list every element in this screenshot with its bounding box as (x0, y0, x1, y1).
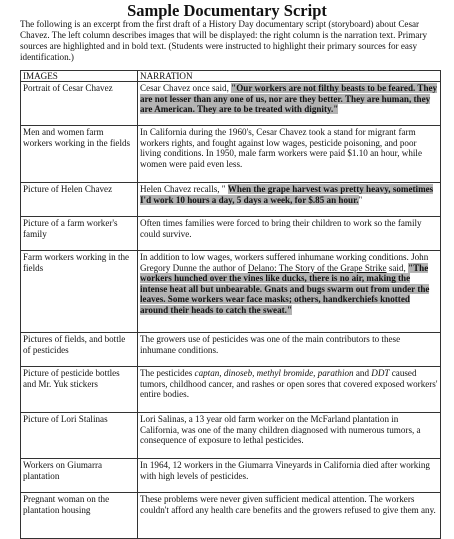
image-cell: Pregnant woman on the plantation housing (21, 493, 138, 539)
image-cell: Picture of a farm worker's family (21, 217, 138, 251)
primary-source-quote: "The workers hunched over the vines like ducks, there is no air, making the intense heat all but unbearable. Gnats and bugs swarm out from under the leaves. Some workers wear face masks; others, handkerchiefs knotted around their heads to catch the sweat." (140, 262, 430, 315)
narration-column-header: NARRATION (138, 71, 441, 82)
narration-text: Helen Chavez recalls, " (140, 184, 228, 194)
narration-text: Cesar Chavez once said, (140, 83, 232, 93)
image-cell: Portrait of Cesar Chavez (21, 82, 138, 126)
narration-text: " (358, 194, 363, 205)
book-title: Delano: The Story of the Grape Strike (247, 262, 387, 273)
narration-cell (138, 251, 441, 333)
narration-text: caused tumors, childhood cancer, and rashes or open sores that covered exposed workers' entire bodies. (140, 368, 438, 400)
narration-cell: The growers use of pesticides was one of the main contributors to these inhumane conditions. (138, 333, 441, 367)
narration-cell: These problems were never given sufficient medical attention. The workers couldn't afford any health care benefits and the growers refused to give them any. (138, 493, 441, 539)
narration-text: In addition to low wages, workers suffered inhumane working conditions. John Gregory Dunne the author of (140, 252, 429, 273)
narration-text: and (353, 368, 372, 378)
table-row (21, 459, 441, 493)
table-row (21, 126, 441, 183)
image-cell: Picture of Helen Chavez (21, 183, 138, 217)
table-row (21, 333, 441, 367)
image-cell: Picture of pesticide bottles and Mr. Yuk stickers (21, 367, 138, 413)
narration-cell (138, 367, 441, 413)
intro-paragraph: The following is an excerpt from the first draft of a History Day documentary script (storyboard) about Cesar Chavez. The left column describes images that will be displayed: the right column is the narration text. Primary sources are highlighted and in bold text. (Students were instructed to highlight their primary sources for easy identification.) (20, 19, 428, 63)
narration-cell: In 1964, 12 workers in the Giumarra Vineyards in California died after working with high levels of pesticides. (138, 459, 441, 493)
pesticide-names: captan, dinoseb, methyl bromide, parathion (194, 368, 354, 378)
script-table (20, 70, 441, 539)
narration-cell (138, 183, 441, 217)
image-cell: Picture of Lori Stalinas (21, 413, 138, 459)
table-row (21, 493, 441, 539)
image-cell: Workers on Giumarra plantation (21, 459, 138, 493)
table-row (21, 251, 441, 333)
document-title: Sample Documentary Script (127, 1, 327, 20)
narration-cell: Often times families were forced to bring their children to work so the family could survive. (138, 217, 441, 251)
table-row (21, 367, 441, 413)
images-column-header: IMAGES (21, 71, 138, 82)
table-row (21, 217, 441, 251)
image-cell: Men and women farm workers working in the fields (21, 126, 138, 183)
narration-cell (138, 82, 441, 126)
table-row (21, 413, 441, 459)
narration-cell: In California during the 1960's, Cesar Chavez took a stand for migrant farm workers rights, and fought against low wages, pesticide poisoning, and poor living conditions. In 1950, male farm workers were paid $1.10 an hour, while women were paid even less. (138, 126, 441, 183)
table-row (21, 183, 441, 217)
pesticide-ddt: DDT (371, 368, 390, 378)
narration-text: The pesticides (140, 368, 195, 378)
narration-text: said, (386, 262, 409, 273)
table-row (21, 82, 441, 126)
primary-source-quote: When the grape harvest was pretty heavy, sometimes I'd work 10 hours a day, 5 days a week, for $.85 an hour. (140, 184, 434, 205)
image-cell: Pictures of fields, and bottle of pesticides (21, 333, 138, 367)
narration-cell: Lori Salinas, a 13 year old farm worker on the McFarland plantation in California, was one of the many children diagnosed with numerous tumors, a consequence of exposure to lethal pesticides. (138, 413, 441, 459)
primary-source-quote: "Our workers are not filthy beasts to be feared. They are not lesser than any one of us, nor are they better. They are human, they are American. They are to be treated with dignity." (140, 83, 438, 115)
image-cell: Farm workers working in the fields (21, 251, 138, 333)
table-header-row (21, 71, 441, 82)
